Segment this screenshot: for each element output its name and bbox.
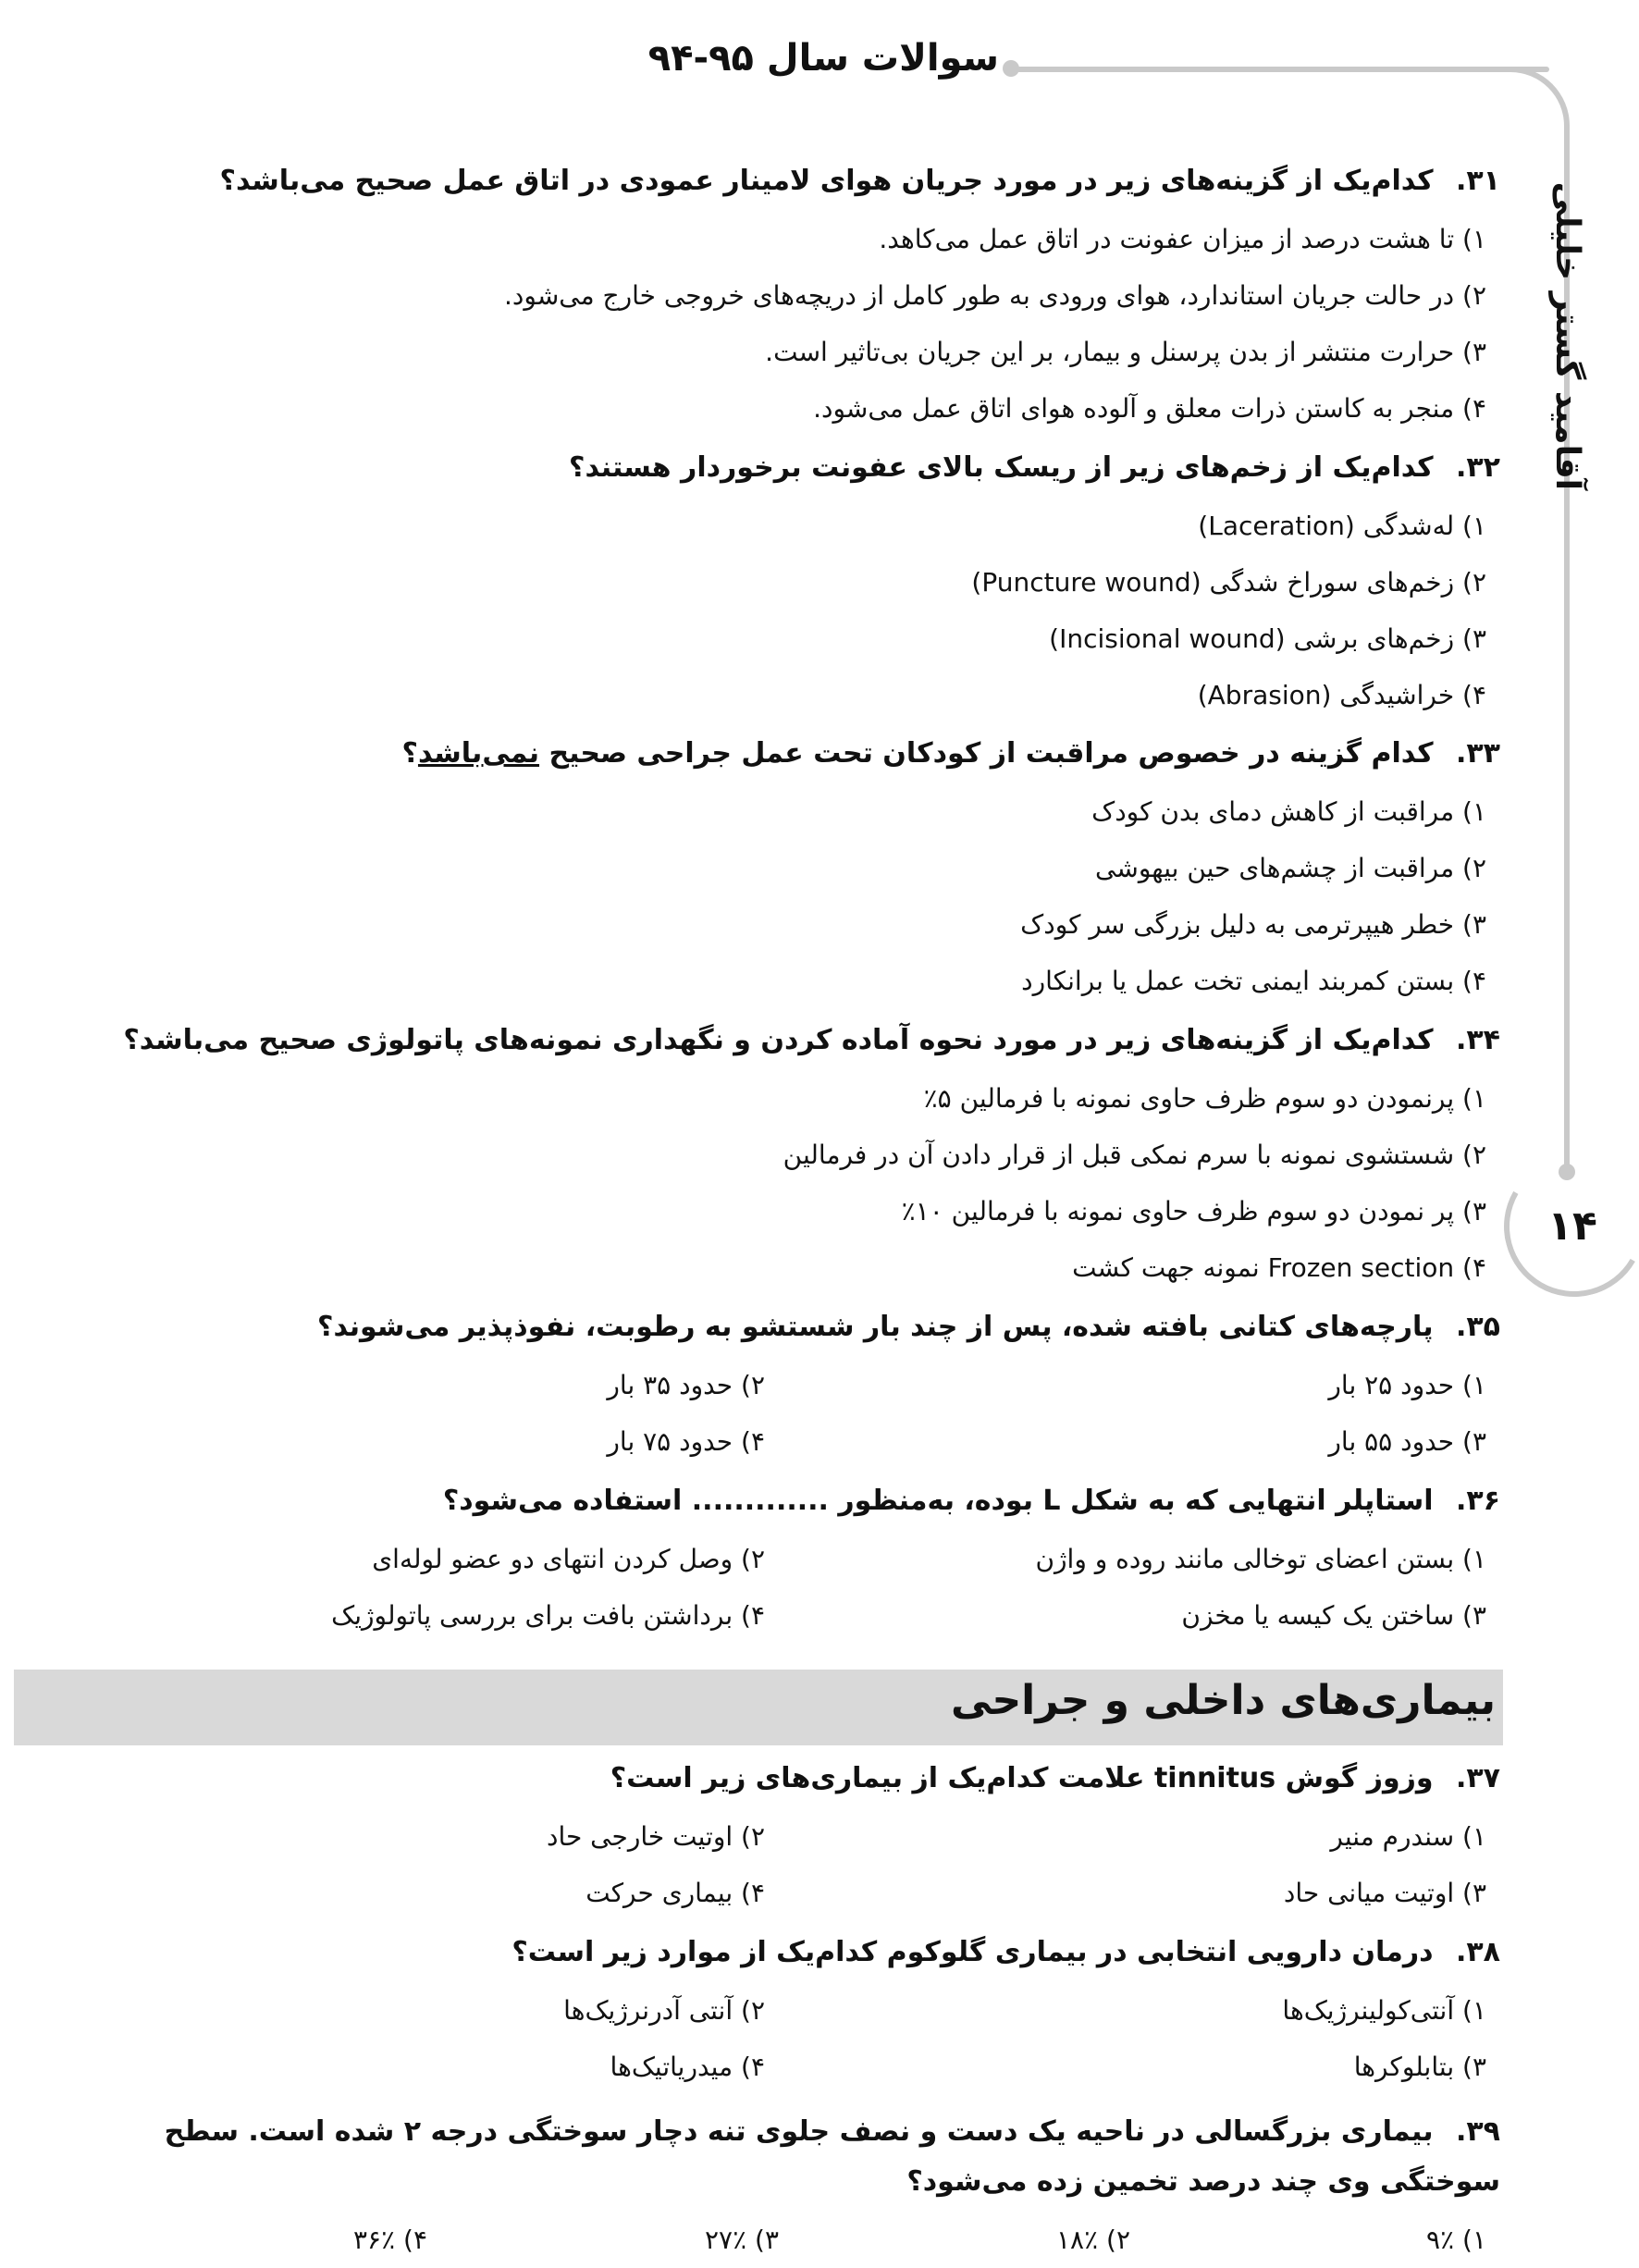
option: ۴) خراشیدگی (Abrasion) [1197, 680, 1486, 710]
question-text: وزوز گوش [1275, 1762, 1434, 1794]
option: ۴) بستن کمربند ایمنی تخت عمل یا برانکارد [1021, 966, 1486, 996]
question-38 [39, 1936, 1500, 1968]
option: ۳) حرارت منتشر از بدن پرسنل و بیمار، بر این جریان بی‌تاثیر است. [765, 337, 1486, 367]
question-text: درمان دارویی انتخابی در بیماری گلوکوم کدام‌یک از موارد زیر است؟ [511, 1936, 1434, 1968]
option: ۳) بتابلوکرها [1353, 2052, 1486, 2082]
option: ۳) ۲۷٪ [705, 2225, 779, 2255]
question-text: کدام‌یک از گزینه‌های زیر در مورد نحوه آماده کردن و نگهداری نمونه‌های پاتولوژی صحیح می‌باشد؟ [123, 1024, 1434, 1056]
option: ۳) خطر هیپرترمی به دلیل بزرگی سر کودک [1020, 909, 1486, 940]
option: ۳) ساختن یک کیسه یا مخزن [1181, 1600, 1486, 1631]
question-number: ۳۹. [1455, 2115, 1500, 2148]
option: ۳) حدود ۵۵ بار [1328, 1426, 1486, 1457]
question-number: ۳۸. [1455, 1936, 1500, 1968]
question-text: کدام گزینه در خصوص مراقبت از کودکان تحت عمل جراحی صحیح [539, 737, 1434, 770]
option: ۲) حدود ۳۵ بار [607, 1370, 765, 1400]
option: ۴) بیماری حرکت [585, 1878, 765, 1908]
option: ۴) ۳۶٪ [353, 2225, 427, 2255]
question-text: پارچه‌های کتانی بافته شده، پس از چند بار شستشو به رطوبت، نفوذپذیر می‌شوند؟ [317, 1311, 1434, 1343]
option: ۴) Frozen section نمونه جهت کشت [1072, 1252, 1486, 1283]
question-text: علامت کدام‌یک از بیماری‌های زیر است؟ [610, 1762, 1154, 1794]
page-number: ۱۴ [1547, 1202, 1597, 1250]
question-39 [39, 2107, 1500, 2207]
question-36 [39, 1485, 1500, 1517]
question-37 [39, 1762, 1500, 1794]
question-text: کدام‌یک از زخم‌های زیر از ریسک بالای عفونت برخوردار هستند؟ [569, 451, 1434, 484]
question-number: ۳۳. [1455, 737, 1500, 770]
question-31 [39, 165, 1500, 197]
option: ۳) پر نمودن دو سوم ظرف حاوی نمونه با فرمالین ۱۰٪ [901, 1196, 1486, 1226]
question-32 [39, 451, 1500, 484]
option: ۱) سندرم منیر [1330, 1821, 1486, 1852]
option: ۴) حدود ۷۵ بار [607, 1426, 765, 1457]
option: ۲) ۱۸٪ [1056, 2225, 1130, 2255]
question-text: بیماری بزرگسالی در ناحیه یک دست و نصف جلوی تنه دچار سوختگی درجه ۲ شده است. سطح سوختگی وی چند درصد تخمین زده می‌شود؟ [164, 2115, 1500, 2198]
option: ۱) ۹٪ [1426, 2225, 1486, 2255]
question-number: ۳۱. [1455, 165, 1500, 197]
question-text: کدام‌یک از گزینه‌های زیر در مورد جریان هوای لامینار عمودی در اتاق عمل صحیح می‌باشد؟ [219, 165, 1434, 197]
option: ۱) مراقبت از کاهش دمای بدن کودک [1091, 796, 1486, 827]
option: ۳) زخم‌های برشی (Incisional wound) [1049, 623, 1486, 654]
question-34 [39, 1024, 1500, 1056]
question-33 [39, 737, 1500, 770]
side-label: آقامید گستر خلیلی [1548, 181, 1586, 490]
option: ۲) مراقبت از چشم‌های حین بیهوشی [1095, 853, 1486, 883]
option: ۲) شستشوی نمونه با سرم نمکی قبل از قرار دادن آن در فرمالین [783, 1140, 1486, 1170]
option: ۴) منجر به کاستن ذرات معلق و آلوده هوای اتاق عمل می‌شود. [813, 393, 1486, 424]
option: ۱) پرنمودن دو سوم ظرف حاوی نمونه با فرمالین ۵٪ [923, 1083, 1486, 1114]
option: ۱) تا هشت درصد از میزان عفونت در اتاق عمل می‌کاهد. [879, 224, 1486, 254]
question-text-en: tinnitus [1153, 1762, 1276, 1794]
question-number: ۳۵. [1455, 1311, 1500, 1343]
option: ۲) در حالت جریان استاندارد، هوای ورودی به طور کامل از دریچه‌های خروجی خارج می‌شود. [504, 280, 1486, 311]
question-text: استاپلر انتهایی که به شکل L بوده، به‌منظور ............. استفاده می‌شود؟ [442, 1485, 1434, 1517]
option: ۱) بستن اعضای توخالی مانند روده و واژن [1035, 1544, 1486, 1574]
section-title: بیماری‌های داخلی و جراحی [950, 1677, 1496, 1724]
option: ۲) وصل کردن انتهای دو عضو لوله‌ای [372, 1544, 765, 1574]
page-title: سوالات سال ۹۵-۹۴ [647, 37, 999, 80]
question-35 [39, 1311, 1500, 1343]
option: ۱) حدود ۲۵ بار [1328, 1370, 1486, 1400]
question-number: ۳۴. [1455, 1024, 1500, 1056]
option: ۲) زخم‌های سوراخ شدگی (Puncture wound) [971, 567, 1486, 598]
question-number: ۳۶. [1455, 1485, 1500, 1517]
option: ۲) اوتیت خارجی حاد [546, 1821, 765, 1852]
option: ۲) آنتی آدرنرژیک‌ها [563, 1995, 765, 2026]
question-number: ۳۲. [1455, 451, 1500, 484]
option: ۱) له‌شدگی (Laceration) [1198, 511, 1486, 541]
option: ۱) آنتی‌کولینرژیک‌ها [1282, 1995, 1486, 2026]
question-text: ؟ [401, 737, 418, 770]
option: ۳) اوتیت میانی حاد [1283, 1878, 1486, 1908]
option: ۴) میدریاتیک‌ها [610, 2052, 765, 2082]
option: ۴) برداشتن بافت برای بررسی پاتولوژیک [331, 1600, 765, 1631]
question-text-underlined: نمی‌باشد [417, 737, 540, 770]
question-number: ۳۷. [1455, 1762, 1500, 1794]
